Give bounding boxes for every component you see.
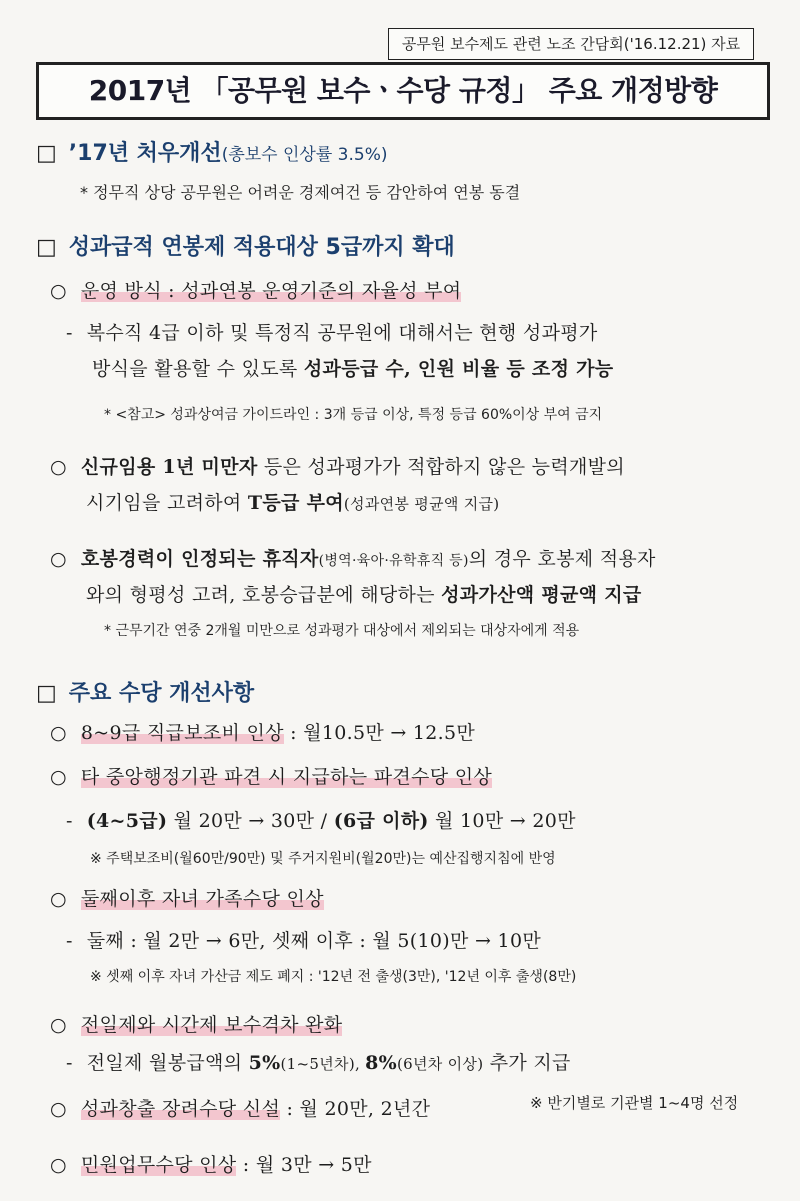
detail-text: 전일제 월봉급액의	[86, 1052, 249, 1074]
circle-bullet-icon: ○	[50, 280, 67, 302]
bullet-leave	[50, 544, 656, 571]
item-dispatch-allowance	[50, 762, 492, 789]
reference-note: * <참고> 성과상여금 가이드라인 : 3개 등급 이상, 특정 등급 60%이상 부여 금지	[104, 407, 603, 423]
item-text: : 월 3만 → 5만	[236, 1154, 372, 1176]
detail-paren: (1~5년차),	[280, 1055, 366, 1073]
detail-text: 둘째 : 월 2만 → 6만, 셋째 이후 : 월 5(10)만 → 10만	[86, 930, 541, 952]
detail-bold: (4~5급)	[86, 810, 168, 832]
item-text: : 월10.5만 → 12.5만	[283, 722, 476, 744]
section-1-paren: (총보수 인상률 3.5%)	[221, 145, 388, 165]
bullet-text: 의 경우 호봉제 적용자	[468, 548, 656, 570]
detail-text: 추가 지급	[483, 1052, 571, 1074]
circle-bullet-icon: ○	[50, 722, 67, 744]
circle-bullet-icon: ○	[50, 1014, 67, 1036]
item-civil-service-allowance	[50, 1150, 372, 1177]
detail-paren: (6년차 이상)	[396, 1055, 484, 1073]
dash-icon: -	[66, 1052, 73, 1074]
section-3-heading	[36, 676, 254, 707]
bullet-text-bold: T등급 부여	[247, 492, 344, 514]
detail-bold: 8%	[365, 1052, 397, 1074]
item-text-highlight: 성과창출 장려수당 신설	[80, 1098, 281, 1120]
dash-icon: -	[66, 930, 73, 952]
circle-bullet-icon: ○	[50, 766, 67, 788]
section-2-heading	[36, 230, 455, 261]
section-1-heading	[36, 136, 388, 167]
item-text-highlight: 타 중앙행정기관 파견 시 지급하는 파견수당 인상	[80, 766, 493, 788]
bullet-text-bold: 성과가산액 평균액 지급	[441, 584, 642, 606]
square-bullet-icon: □	[36, 141, 57, 166]
square-bullet-icon: □	[36, 681, 57, 706]
dash-line-1	[66, 318, 598, 345]
circle-bullet-icon: ○	[50, 548, 67, 570]
bullet-text: 운영 방식 : 성과연봉 운영기준의 자율성 부여	[80, 280, 462, 302]
section-3-title: 주요 수당 개선사항	[68, 681, 255, 706]
bullet-text-bold: 호봉경력이 인정되는 휴직자	[80, 548, 319, 570]
bullet-text: 등은 성과평가가 적합하지 않은 능력개발의	[257, 456, 625, 478]
detail-text: 월 10만 → 20만	[428, 810, 576, 832]
leave-note: * 근무기간 연중 2개월 미만으로 성과평가 대상에서 제외되는 대상자에게 적용	[104, 623, 580, 639]
dispatch-detail	[66, 806, 576, 833]
item-text-highlight: 민원업무수당 인상	[80, 1154, 237, 1176]
bullet-text-paren: (성과연봉 평균액 지급)	[343, 495, 500, 513]
square-bullet-icon: □	[36, 235, 57, 260]
housing-note: ※ 주택보조비(월60만/90만) 및 주거지원비(월20만)는 예산집행지침에 반영	[90, 851, 556, 867]
bullet-leave-line-2	[86, 580, 642, 607]
family-note: ※ 셋째 이후 자녀 가산금 제도 폐지 : '12년 전 출생(3만), '12년 이후 출생(8만)	[90, 969, 577, 985]
document-title: 2017년 「공무원 보수ㆍ수당 규정」 주요 개정방향	[36, 62, 770, 120]
dash-icon: -	[66, 322, 73, 344]
item-performance-allowance	[50, 1094, 430, 1121]
item-parttime-gap	[50, 1010, 342, 1037]
section-1-note: * 정무직 상당 공무원은 어려운 경제여건 등 감안하여 연봉 동결	[80, 183, 521, 202]
section-2-title: 성과급적 연봉제 적용대상 5급까지 확대	[68, 235, 455, 260]
dash-line-2	[92, 354, 613, 381]
section-1-title: ’17년 처우개선	[68, 141, 222, 166]
bullet-text: 시기임을 고려하여	[86, 492, 248, 514]
circle-bullet-icon: ○	[50, 456, 67, 478]
dash-icon: -	[66, 810, 73, 832]
source-note: 공무원 보수제도 관련 노조 간담회('16.12.21) 자료	[388, 28, 754, 60]
bullet-text-bold: 신규임용 1년 미만자	[80, 456, 258, 478]
item-text-highlight: 8~9급 직급보조비 인상	[80, 722, 284, 744]
detail-bold: 5%	[248, 1052, 281, 1074]
bullet-operation-method	[50, 276, 461, 303]
item-family-allowance	[50, 884, 324, 911]
item-grade-allowance	[50, 718, 475, 745]
item-text-highlight: 전일제와 시간제 보수격차 완화	[80, 1014, 343, 1036]
dash-text-bold: 성과등급 수, 인원 비율 등 조정 가능	[303, 358, 614, 380]
detail-bold: (6급 이하)	[333, 810, 429, 832]
bullet-new-hire	[50, 452, 625, 479]
bullet-new-hire-line-2	[86, 488, 499, 515]
item-text-highlight: 둘째이후 자녀 가족수당 인상	[80, 888, 324, 910]
dash-text: 방식을 활용할 수 있도록	[92, 358, 304, 380]
bullet-text-paren: (병역·육아·유학휴직 등)	[318, 553, 469, 569]
parttime-detail	[66, 1048, 571, 1075]
detail-text: 월 20만 → 30만 /	[167, 810, 334, 832]
item-text: : 월 20만, 2년간	[280, 1098, 431, 1120]
circle-bullet-icon: ○	[50, 1098, 67, 1120]
circle-bullet-icon: ○	[50, 1154, 67, 1176]
bullet-text: 와의 형평성 고려, 호봉승급분에 해당하는	[86, 584, 442, 606]
performance-note: ※ 반기별로 기관별 1~4명 선정	[530, 1094, 739, 1112]
family-detail	[66, 926, 541, 953]
dash-text: 복수직 4급 이하 및 특정직 공무원에 대해서는 현행 성과평가	[86, 322, 598, 344]
circle-bullet-icon: ○	[50, 888, 67, 910]
